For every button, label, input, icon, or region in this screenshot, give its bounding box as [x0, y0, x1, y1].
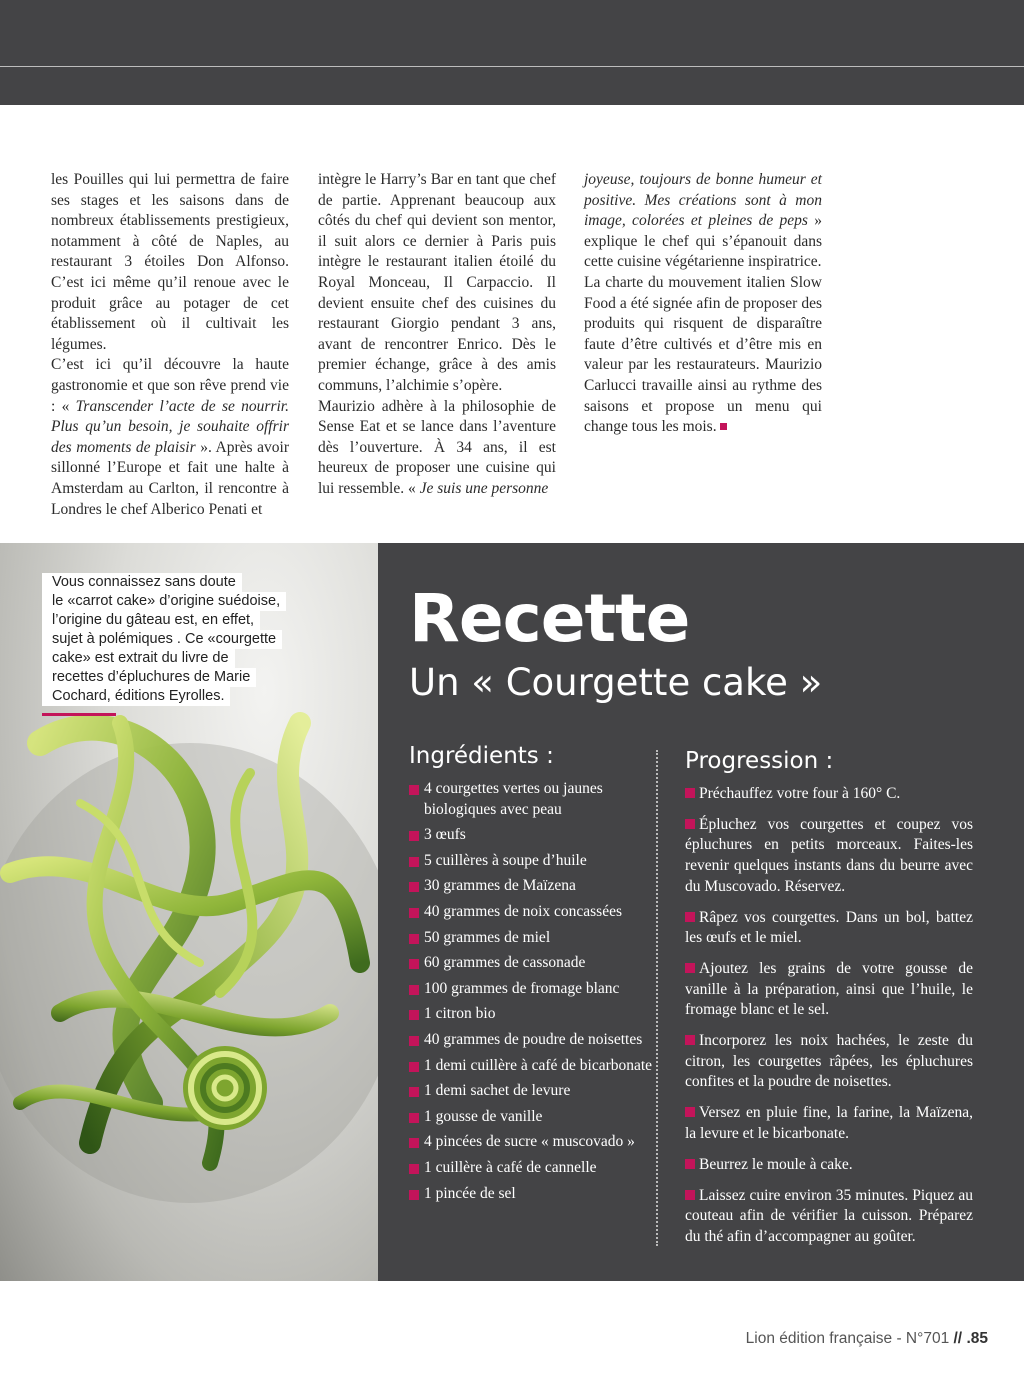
recipe-title: Recette — [409, 580, 690, 657]
ingredient-item: 1 cuillère à café de cannelle — [409, 1158, 654, 1179]
ingredient-item: 4 courgettes vertes ou jaunes biologiques avec peau — [409, 779, 654, 820]
step-item: Versez en pluie fine, la farine, la Maïzena, la levure et le bicarbonate. — [685, 1104, 973, 1142]
step-item: Épluchez vos courgettes et coupez vos épluchures en petits morceaux. Faites-les revenir quelques instants dans du beurre avec du Muscovado. Réservez. — [685, 815, 973, 895]
bullet-square-icon — [409, 1113, 419, 1123]
ingredient-item: 3 œufs — [409, 825, 654, 846]
ingredient-item: 30 grammes de Maïzena — [409, 876, 654, 897]
ingredients-list — [409, 779, 654, 1209]
paragraph: Maurizio adhère à la philosophie de Sense Eat et se lance dans l’aventure dès l’ouverture. À 34 ans, il est heureux de proposer une cuisine qui lui ressemble. « Je suis une personne — [318, 397, 556, 497]
publication-name: Lion édition française - N°701 — [745, 1330, 950, 1347]
bullet-square-icon — [685, 963, 695, 973]
recipe-subtitle: Un « Courgette cake » — [409, 661, 823, 704]
bullet-square-icon — [409, 785, 419, 795]
step-item: Râpez vos courgettes. Dans un bol, battez les œufs et le miel. — [685, 908, 973, 947]
ingredient-item: 4 pincées de sucre « muscovado » — [409, 1132, 654, 1153]
bullet-square-icon — [409, 831, 419, 841]
paragraph: joyeuse, toujours de bonne humeur et positive. Mes créations sont à mon image, colorées et pleines de peps » explique le chef qui s’épanouit dans cette cuisine végétarienne inspiratrice. — [584, 171, 822, 271]
recipe-panel — [378, 543, 1024, 1281]
step-item: Beurrez le moule à cake. — [685, 1155, 973, 1176]
progression-heading: Progression : — [685, 748, 834, 774]
footer-separator: // — [953, 1330, 963, 1347]
article-column-3 — [584, 170, 822, 438]
ingredient-item: 1 gousse de vanille — [409, 1107, 654, 1128]
ingredient-item: 50 grammes de miel — [409, 928, 654, 949]
step-item: Ajoutez les grains de votre gousse de vanille à la préparation, ainsi que l’huile, le fromage blanc et le sel. — [685, 960, 973, 1019]
bullet-square-icon — [685, 788, 695, 798]
bullet-square-icon — [685, 1035, 695, 1045]
ingredient-item: 40 grammes de noix concassées — [409, 902, 654, 923]
bullet-square-icon — [685, 1190, 695, 1200]
caption-accent-bar — [42, 713, 116, 716]
photo-caption — [42, 573, 312, 706]
bullet-square-icon — [409, 1190, 419, 1200]
caption-line: Vous connaissez sans doute — [42, 573, 242, 592]
ingredient-item: 60 grammes de cassonade — [409, 953, 654, 974]
page-number: .85 — [966, 1330, 988, 1347]
step-item: Préchauffez votre four à 160° C. — [685, 784, 973, 805]
step-item: Laissez cuire environ 35 minutes. Piquez au couteau afin de vérifier la cuisson. Préparez du thé afin d’accompagner au goûter. — [685, 1186, 973, 1245]
ingredient-item: 40 grammes de poudre de noisettes — [409, 1030, 654, 1051]
caption-line: recettes d’épluchures de Marie — [42, 668, 256, 687]
ingredient-item: 100 grammes de fromage blanc — [409, 979, 654, 1000]
bullet-square-icon — [409, 959, 419, 969]
ingredient-item: 1 demi sachet de levure — [409, 1081, 654, 1102]
end-of-article-mark — [720, 423, 727, 430]
header-rule — [0, 66, 1024, 67]
header-band — [0, 0, 1024, 105]
bullet-square-icon — [685, 1159, 695, 1169]
paragraph: C’est ici qu’il découvre la haute gastronomie et que son rêve prend vie : « Transcender l’acte de se nourrir. Plus qu’un besoin, je souhaite offrir des moments de plaisir ». Après avoir sillonné l’Europe et fait une halte à Amsterdam au Carlton, il rencontre à Londres le chef Alberico Penati et — [51, 356, 289, 518]
caption-line: sujet à polémiques . Ce «courgette — [42, 630, 282, 649]
bullet-square-icon — [409, 1010, 419, 1020]
ingredient-item: 5 cuillères à soupe d’huile — [409, 851, 654, 872]
bullet-square-icon — [685, 912, 695, 922]
bullet-square-icon — [685, 1107, 695, 1117]
bullet-square-icon — [409, 857, 419, 867]
bullet-square-icon — [409, 882, 419, 892]
bullet-square-icon — [409, 1062, 419, 1072]
ingredient-item: 1 demi cuillère à café de bicarbonate — [409, 1056, 654, 1077]
paragraph: La charte du mouvement italien Slow Food a été signée afin de proposer des produits qui risquent de disparaître faute d’être cultivés et d’être mis en valeur par les restaurateurs. Maurizio Carlucci travaille ainsi au rythme des saisons et propose un menu qui change tous les mois. — [584, 273, 822, 436]
article-column-1 — [51, 170, 289, 520]
ingredient-item: 1 pincée de sel — [409, 1184, 654, 1205]
ingredients-heading: Ingrédients : — [409, 743, 554, 769]
bullet-square-icon — [685, 819, 695, 829]
article-column-2 — [318, 170, 556, 500]
courgette-roll — [183, 1046, 267, 1130]
caption-line: Cochard, éditions Eyrolles. — [42, 687, 230, 706]
paragraph: intègre le Harry’s Bar en tant que chef de partie. Apprenant beaucoup aux côtés du chef qui devient son mentor, il suit alors ce dernier à Paris puis intègre le restaurant italien étoilé du Royal Monceau, Il Carpaccio. Il devient ensuite chef des cuisines du restaurant Giorgio pendant 3 ans, avant de rencontrer Enrico. Dès le premier échange, grâce à des amis communs, l’alchimie s’opère. — [318, 171, 556, 394]
bullet-square-icon — [409, 1138, 419, 1148]
bullet-square-icon — [409, 1164, 419, 1174]
bullet-square-icon — [409, 985, 419, 995]
bullet-square-icon — [409, 1036, 419, 1046]
paragraph: les Pouilles qui lui permettra de faire ses stages et les saisons dans de nombreux établissements prestigieux, notamment à côté de Naples, au restaurant 3 étoiles Don Alfonso. C’est ici même qu’il renoue avec le produit grâce au potager de cet établissement où il cultivait les légumes. — [51, 171, 289, 353]
step-item: Incorporez les noix hachées, le zeste du citron, les courgettes râpées, les épluchures confites et la poudre de noisettes. — [685, 1032, 973, 1091]
progression-steps — [685, 784, 973, 1258]
caption-line: le «carrot cake» d’origine suédoise, — [42, 592, 286, 611]
bullet-square-icon — [409, 934, 419, 944]
ingredient-item: 1 citron bio — [409, 1004, 654, 1025]
column-divider — [656, 750, 658, 1246]
page-footer — [746, 1330, 988, 1348]
caption-line: l’origine du gâteau est, en effet, — [42, 611, 260, 630]
bullet-square-icon — [409, 908, 419, 918]
bullet-square-icon — [409, 1087, 419, 1097]
caption-line: cake» est extrait du livre de — [42, 649, 235, 668]
